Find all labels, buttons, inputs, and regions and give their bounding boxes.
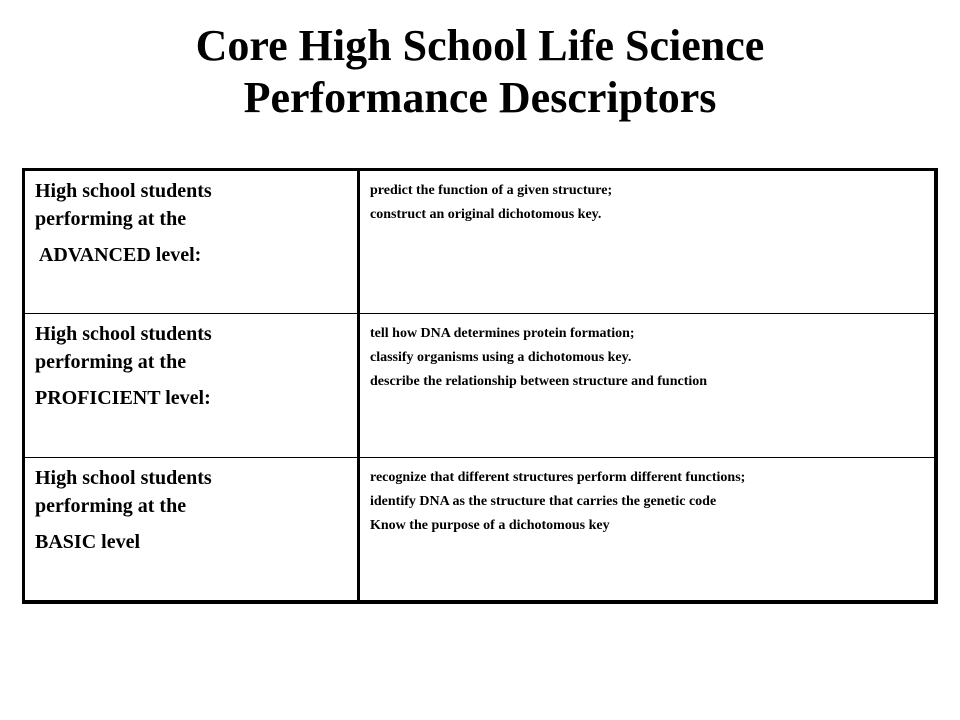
level-name-basic: BASIC level (35, 531, 140, 553)
title-line-1: Core High School Life Science (195, 21, 765, 70)
descriptor-line: describe the relationship between structure and function (370, 374, 708, 389)
table-row-basic (24, 458, 937, 602)
descriptor-cell-advanced (359, 170, 937, 314)
descriptor-line: predict the function of a given structure; (370, 183, 613, 198)
level-intro-line-2: performing at the (35, 208, 187, 230)
descriptor-line: construct an original dichotomous key. (370, 207, 602, 222)
table-row-advanced (24, 170, 937, 314)
table-row-proficient (24, 314, 937, 458)
level-intro-line-1: High school students (35, 180, 212, 202)
descriptor-cell-basic (359, 458, 937, 602)
level-intro-line-1: High school students (35, 323, 212, 345)
level-intro-line-2: performing at the (35, 495, 187, 517)
descriptor-line: classify organisms using a dichotomous key. (370, 350, 632, 365)
page-title (0, 20, 960, 124)
level-cell-advanced (24, 170, 359, 314)
level-name-proficient: PROFICIENT level: (35, 387, 211, 409)
level-cell-basic (24, 458, 359, 602)
level-intro-line-2: performing at the (35, 351, 187, 373)
descriptor-table (22, 168, 938, 604)
level-name-advanced: ADVANCED level: (35, 244, 202, 266)
level-intro-line-1: High school students (35, 467, 212, 489)
descriptor-line: tell how DNA determines protein formation; (370, 326, 635, 341)
descriptor-line: Know the purpose of a dichotomous key (370, 518, 610, 533)
level-cell-proficient (24, 314, 359, 458)
descriptor-line: identify DNA as the structure that carries the genetic code (370, 494, 717, 509)
descriptor-line: recognize that different structures perform different functions; (370, 470, 746, 485)
descriptor-cell-proficient (359, 314, 937, 458)
title-line-2: Performance Descriptors (243, 73, 717, 122)
